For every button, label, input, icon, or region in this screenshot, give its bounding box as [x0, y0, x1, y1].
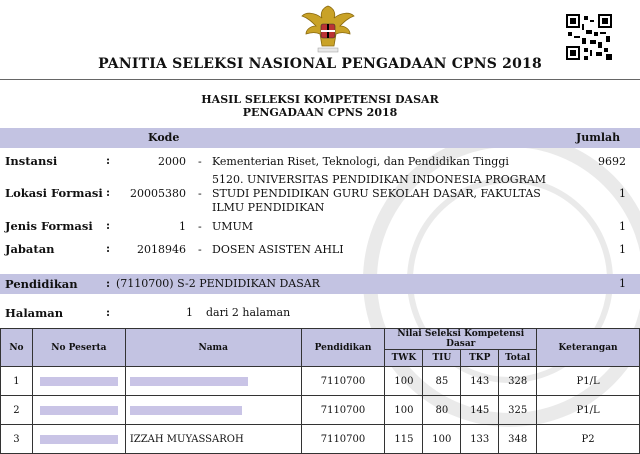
- lokasi-formasi-name: 5120. UNIVERSITAS PENDIDIKAN INDONESIA PROGRAM STUDI PENDIDIKAN GURU SEKOLAH DASAR, FAKULTAS ILMU PENDIDIKAN: [212, 173, 547, 214]
- cell-no-peserta: [32, 367, 125, 396]
- cell-total: 325: [499, 396, 537, 425]
- header-pendidikan: Pendidikan: [301, 329, 385, 367]
- header-tiu: TIU: [423, 350, 461, 367]
- qr-code-icon: [566, 14, 612, 60]
- cell-tiu: 100: [423, 425, 461, 454]
- cell-no: 1: [1, 367, 33, 396]
- results-table: [0, 328, 640, 454]
- jumlah-label: Jumlah: [576, 131, 621, 144]
- cell-tiu: 85: [423, 367, 461, 396]
- cell-no-peserta: [32, 396, 125, 425]
- page-title: PANITIA SELEKSI NASIONAL PENGADAAN CPNS 2018: [98, 56, 542, 72]
- redacted-mask: [130, 377, 248, 386]
- lokasi-formasi-count: 1: [619, 187, 626, 200]
- table-row: [1, 367, 640, 396]
- cell-pendidikan: 7110700: [301, 396, 385, 425]
- header-no-peserta: No Peserta: [32, 329, 125, 367]
- lokasi-formasi-code: 20005380: [130, 187, 186, 200]
- cell-twk: 115: [385, 425, 423, 454]
- jenis-formasi-code: 1: [179, 220, 186, 233]
- jenis-formasi-name: UMUM: [212, 220, 254, 233]
- jabatan-dash: -: [198, 243, 202, 256]
- jabatan-code: 2018946: [137, 243, 186, 256]
- halaman-colon: :: [106, 306, 111, 319]
- document-subtitle: HASIL SELEKSI KOMPETENSI DASAR: [201, 93, 439, 106]
- cell-nama: [125, 396, 301, 425]
- pendidikan-count: 1: [619, 277, 626, 290]
- jabatan-count: 1: [619, 243, 626, 256]
- header-keterangan: Keterangan: [537, 329, 640, 367]
- header-no: No: [1, 329, 33, 367]
- jenis-formasi-colon: :: [106, 219, 111, 232]
- cell-no: 3: [1, 425, 33, 454]
- instansi-dash: -: [198, 155, 202, 168]
- redacted-mask: [130, 406, 242, 415]
- kode-label: Kode: [148, 131, 180, 144]
- jenis-formasi-label: Jenis Formasi: [5, 219, 93, 233]
- header-total: Total: [499, 350, 537, 367]
- redacted-mask: [40, 406, 118, 415]
- redacted-mask: [40, 435, 118, 444]
- pendidikan-bar: [0, 274, 640, 294]
- garuda-emblem-icon: [300, 2, 356, 54]
- cell-twk: 100: [385, 396, 423, 425]
- halaman-number: 1: [186, 306, 193, 319]
- cell-tkp: 133: [461, 425, 499, 454]
- instansi-name: Kementerian Riset, Teknologi, dan Pendidikan Tinggi: [212, 155, 509, 168]
- cell-keterangan: P1/L: [537, 367, 640, 396]
- document-subtitle-2: PENGADAAN CPNS 2018: [242, 106, 398, 119]
- cell-keterangan: P2: [537, 425, 640, 454]
- cell-pendidikan: 7110700: [301, 425, 385, 454]
- instansi-label: Instansi: [5, 154, 58, 168]
- halaman-label: Halaman: [5, 306, 64, 320]
- instansi-code: 2000: [158, 155, 186, 168]
- instansi-count: 9692: [598, 155, 626, 168]
- cell-no: 2: [1, 396, 33, 425]
- cell-total: 348: [499, 425, 537, 454]
- lokasi-formasi-label: Lokasi Formasi: [5, 186, 103, 200]
- pendidikan-label: Pendidikan: [5, 277, 78, 291]
- cell-keterangan: P1/L: [537, 396, 640, 425]
- jenis-formasi-count: 1: [619, 220, 626, 233]
- kode-header-bar: [0, 128, 640, 148]
- pendidikan-colon: :: [106, 277, 111, 290]
- header-tkp: TKP: [461, 350, 499, 367]
- lokasi-formasi-dash: -: [198, 187, 202, 200]
- header-divider: [0, 79, 640, 80]
- lokasi-formasi-colon: :: [106, 186, 111, 199]
- instansi-colon: :: [106, 154, 111, 167]
- cell-tkp: 145: [461, 396, 499, 425]
- cell-total: 328: [499, 367, 537, 396]
- halaman-total-text: dari 2 halaman: [206, 306, 291, 319]
- header-nama: Nama: [125, 329, 301, 367]
- jabatan-label: Jabatan: [5, 242, 55, 256]
- table-row: [1, 396, 640, 425]
- cell-no-peserta: [32, 425, 125, 454]
- cell-tkp: 143: [461, 367, 499, 396]
- pendidikan-value: (7110700) S-2 PENDIDIKAN DASAR: [116, 277, 320, 290]
- jenis-formasi-dash: -: [198, 220, 202, 233]
- redacted-mask: [40, 377, 118, 386]
- cell-nama: IZZAH MUYASSAROH: [125, 425, 301, 454]
- cell-pendidikan: 7110700: [301, 367, 385, 396]
- cell-tiu: 80: [423, 396, 461, 425]
- header-nilai-group: Nilai Seleksi Kompetensi Dasar: [385, 329, 537, 350]
- header-twk: TWK: [385, 350, 423, 367]
- jabatan-name: DOSEN ASISTEN AHLI: [212, 243, 344, 256]
- cell-twk: 100: [385, 367, 423, 396]
- cell-nama: [125, 367, 301, 396]
- table-row: [1, 425, 640, 454]
- jabatan-colon: :: [106, 242, 111, 255]
